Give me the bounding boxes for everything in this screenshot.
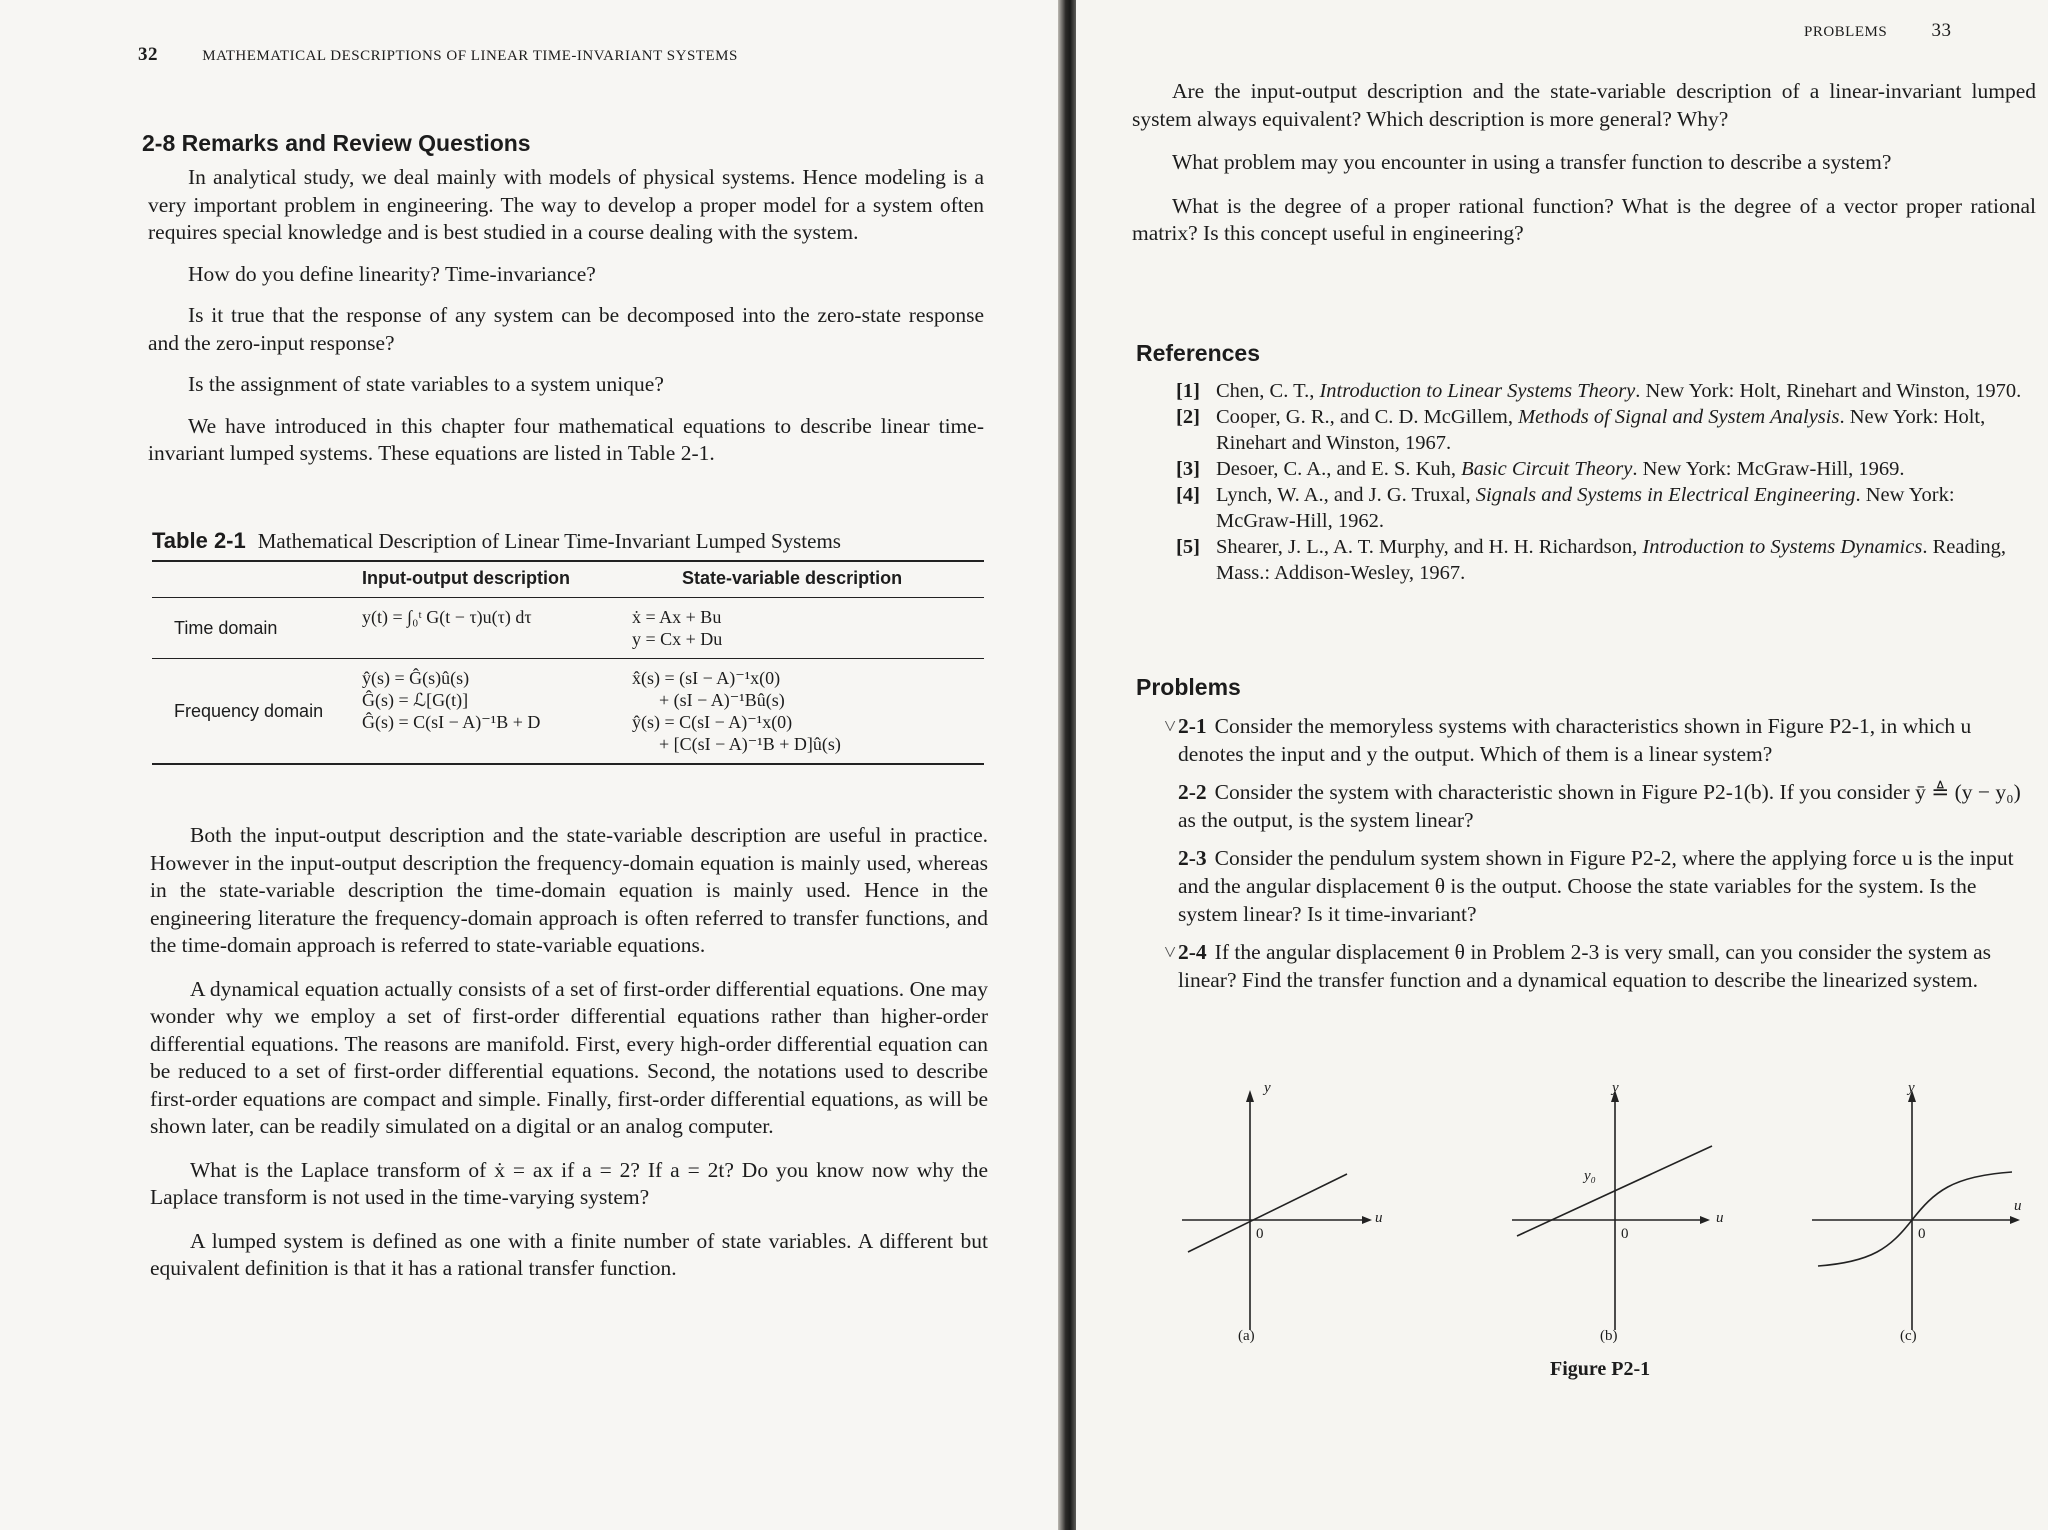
figure-p2-1 bbox=[1172, 1080, 2032, 1400]
x-axis-label: u bbox=[1716, 1210, 1724, 1226]
ref-authors: Cooper, G. R., and C. D. McGillem, bbox=[1216, 406, 1519, 428]
table-2-1 bbox=[152, 528, 984, 765]
problem-item bbox=[1164, 844, 2040, 928]
ref-title: Methods of Signal and System Analysis bbox=[1518, 406, 1840, 428]
panel-a-diagram bbox=[1182, 1090, 1372, 1330]
reference-item bbox=[1176, 378, 2038, 404]
ref-publisher: . New York: Holt, Rinehart and Winston, 1970. bbox=[1635, 380, 2022, 402]
ref-number: [4] bbox=[1176, 484, 1200, 506]
origin-label: 0 bbox=[1256, 1226, 1264, 1242]
ref-number: [3] bbox=[1176, 458, 1200, 480]
arrow-icon bbox=[1700, 1216, 1710, 1224]
left-running-title: MATHEMATICAL DESCRIPTIONS OF LINEAR TIME-INVARIANT SYSTEMS bbox=[202, 48, 738, 64]
problem-item bbox=[1164, 712, 2040, 768]
ref-number: [5] bbox=[1176, 536, 1200, 558]
problem-number: 2-1 bbox=[1178, 714, 1207, 738]
row-label: Time domain bbox=[174, 618, 278, 638]
col-header-sv: State-variable description bbox=[682, 568, 903, 588]
reference-item bbox=[1176, 456, 2038, 482]
problems-list bbox=[1164, 712, 2040, 1004]
question: How do you define linearity? Time-invariance? bbox=[188, 261, 596, 286]
left-running-head bbox=[138, 44, 738, 66]
table-caption bbox=[152, 528, 984, 554]
panel-b-label: (b) bbox=[1600, 1328, 1618, 1344]
question: What is the degree of a proper rational function? What is the degree of a vector proper rational matrix? Is this concept useful in engineering? bbox=[1132, 193, 2036, 245]
paragraph: Both the input-output description and the state-variable description are useful in practice. However in the input-output description the frequency-domain equation is mainly used, whereas in the state-variable description the time-domain equation is mainly used. Hence in the engineering literature the frequency-domain approach is often referred to transfer functions, and the time-domain approach is referred to state-variable equations. bbox=[150, 823, 988, 957]
col-header-io: Input-output description bbox=[362, 568, 570, 588]
ref-title: Signals and Systems in Electrical Engineering bbox=[1475, 484, 1856, 506]
y-axis-label: y bbox=[1612, 1080, 1619, 1096]
check-mark bbox=[1164, 778, 1178, 834]
problem-number: 2-3 bbox=[1178, 846, 1207, 870]
ref-authors: Chen, C. T., bbox=[1216, 380, 1320, 402]
ref-title: Introduction to Systems Dynamics bbox=[1642, 536, 1923, 558]
question: Are the input-output description and the state-variable description of a linear-invariant lumped system always equivalent? Which description is more general? Why? bbox=[1132, 79, 2036, 131]
references-list bbox=[1176, 378, 2038, 586]
problem-item bbox=[1164, 778, 2040, 834]
right-running-head bbox=[1804, 20, 1951, 42]
check-mark: ˅ bbox=[1164, 714, 1177, 738]
question: Is the assignment of state variables to a system unique? bbox=[188, 372, 664, 396]
y-axis-label: y bbox=[1264, 1080, 1271, 1096]
ref-authors: Lynch, W. A., and J. G. Truxal, bbox=[1216, 484, 1476, 506]
problem-number: 2-4 bbox=[1178, 940, 1207, 964]
ref-publisher: . New York: McGraw-Hill, 1969. bbox=[1632, 458, 1905, 480]
references-title: References bbox=[1136, 340, 1261, 366]
problem-number: 2-2 bbox=[1178, 780, 1207, 804]
sv-cell: x̂(s) = (sI − A)⁻¹x(0) + (sI − A)⁻¹Bû(s) ŷ(s) = C(sI − A)⁻¹x(0) + [C(sI − A)⁻¹B + D]û(s) bbox=[632, 668, 841, 754]
panel-c-label: (c) bbox=[1900, 1328, 1917, 1344]
panel-a-label: (a) bbox=[1238, 1328, 1255, 1344]
figure-diagrams bbox=[1172, 1080, 2032, 1350]
figure-caption: Figure P2-1 bbox=[1550, 1358, 1651, 1380]
closing-paragraphs bbox=[150, 822, 988, 1283]
left-page-number: 32 bbox=[138, 44, 158, 65]
x-axis-label: u bbox=[2014, 1198, 2022, 1214]
y-axis-label: y bbox=[1908, 1080, 1915, 1096]
ref-number: [2] bbox=[1176, 406, 1200, 428]
table-caption-text: Mathematical Description of Linear Time-Invariant Lumped Systems bbox=[257, 529, 841, 553]
table-row bbox=[152, 659, 984, 763]
ref-publisher: . New York: Holt, Rinehart and Winston, 1967. bbox=[1216, 406, 1986, 454]
ref-title: Introduction to Linear Systems Theory bbox=[1319, 380, 1636, 402]
review-questions bbox=[1132, 78, 2036, 248]
sv-cell: ẋ = Ax + Bu y = Cx + Du bbox=[632, 607, 723, 649]
ref-title: Basic Circuit Theory bbox=[1461, 458, 1633, 480]
right-running-title: PROBLEMS bbox=[1804, 24, 1888, 40]
origin-label: 0 bbox=[1621, 1226, 1629, 1242]
question: What is the Laplace transform of ẋ = ax if a = 2? If a = 2t? Do you know now why the Laplace transform is not used in the time-varying system? bbox=[150, 1157, 988, 1209]
table-row bbox=[152, 598, 984, 658]
characteristic-line bbox=[1188, 1174, 1347, 1252]
problem-text: Consider the system with characteristic shown in Figure P2-1(b). If you consider ȳ ≜ (y − y₀) as the output, is the system linear? bbox=[1178, 780, 2021, 832]
paragraph: A lumped system is defined as one with a finite number of state variables. A different but equivalent definition is that it has a rational transfer function. bbox=[150, 1228, 988, 1280]
problem-item bbox=[1164, 938, 2040, 994]
problem-text: Consider the memoryless systems with characteristics shown in Figure P2-1, in which u denotes the input and y the output. Which of them is a linear system? bbox=[1178, 714, 1972, 766]
check-mark: ˅ bbox=[1164, 940, 1177, 964]
arrow-icon bbox=[1362, 1216, 1372, 1224]
ref-publisher: . Reading, Mass.: Addison-Wesley, 1967. bbox=[1216, 536, 2007, 584]
saturating-curve bbox=[1818, 1172, 2012, 1266]
intro-paragraphs bbox=[148, 164, 984, 468]
panel-c-diagram bbox=[1812, 1090, 2020, 1330]
ref-number: [1] bbox=[1176, 380, 1200, 402]
reference-item bbox=[1176, 534, 2038, 586]
problem-text: Consider the pendulum system shown in Figure P2-2, where the applying force u is the input and the angular displacement θ is the output. Choose the state variables for the system. Is the system linear? Is it time-invariant? bbox=[1178, 846, 2014, 926]
question: What problem may you encounter in using a transfer function to describe a system? bbox=[1172, 150, 1892, 174]
table-bottom-rule bbox=[152, 763, 984, 765]
io-cell: ŷ(s) = Ĝ(s)û(s) Ĝ(s) = ℒ[G(t)] Ĝ(s) = C(sI − A)⁻¹B + D bbox=[362, 668, 541, 732]
problem-text: If the angular displacement θ in Problem 2-3 is very small, can you consider the system as linear? Find the transfer function and a dynamical equation to describe the linearized system. bbox=[1178, 940, 1992, 992]
io-cell: y(t) = ∫₀ᵗ G(t − τ)u(τ) dτ bbox=[362, 607, 532, 627]
check-mark bbox=[1164, 844, 1178, 928]
arrow-icon bbox=[1246, 1090, 1254, 1102]
right-page bbox=[1076, 0, 2048, 1530]
panel-b-diagram bbox=[1512, 1090, 1712, 1330]
problems-title: Problems bbox=[1136, 674, 1241, 700]
table-header-row bbox=[152, 562, 984, 597]
ref-publisher: . New York: McGraw-Hill, 1962. bbox=[1216, 484, 1955, 532]
table-label: Table 2-1 bbox=[152, 528, 246, 553]
section-title: 2-8 Remarks and Review Questions bbox=[142, 130, 531, 156]
right-page-number: 33 bbox=[1931, 20, 1952, 41]
paragraph: In analytical study, we deal mainly with models of physical systems. Hence modeling is a very important problem in engineering. The way to develop a proper model for a system often requires special knowledge and is best studied in a course dealing with the system. bbox=[148, 165, 984, 244]
reference-item bbox=[1176, 404, 2038, 456]
question: Is it true that the response of any system can be decomposed into the zero-state response and the zero-input response? bbox=[148, 303, 984, 355]
paragraph: We have introduced in this chapter four mathematical equations to describe linear time-invariant lumped systems. These equations are listed in Table 2-1. bbox=[148, 413, 984, 465]
arrow-icon bbox=[2010, 1216, 2020, 1224]
paragraph: A dynamical equation actually consists of a set of first-order differential equations. One may wonder why we employ a set of first-order differential equations rather than higher-order differential equations. The reasons are manifold. First, every high-order differential equation can be reduced to a set of first-order differential equations. Second, the notations used to describe first-order equations are compact and simple. Finally, first-order differential equations, as will be shown later, can be readily simulated on a digital or an analog computer. bbox=[150, 976, 988, 1138]
origin-label: 0 bbox=[1918, 1226, 1926, 1242]
x-axis-label: u bbox=[1375, 1210, 1383, 1226]
ref-authors: Shearer, J. L., A. T. Murphy, and H. H. Richardson, bbox=[1216, 536, 1643, 558]
intercept-label: y₀ bbox=[1584, 1168, 1596, 1184]
row-label: Frequency domain bbox=[174, 701, 324, 721]
ref-authors: Desoer, C. A., and E. S. Kuh, bbox=[1216, 458, 1462, 480]
reference-item bbox=[1176, 482, 2038, 534]
